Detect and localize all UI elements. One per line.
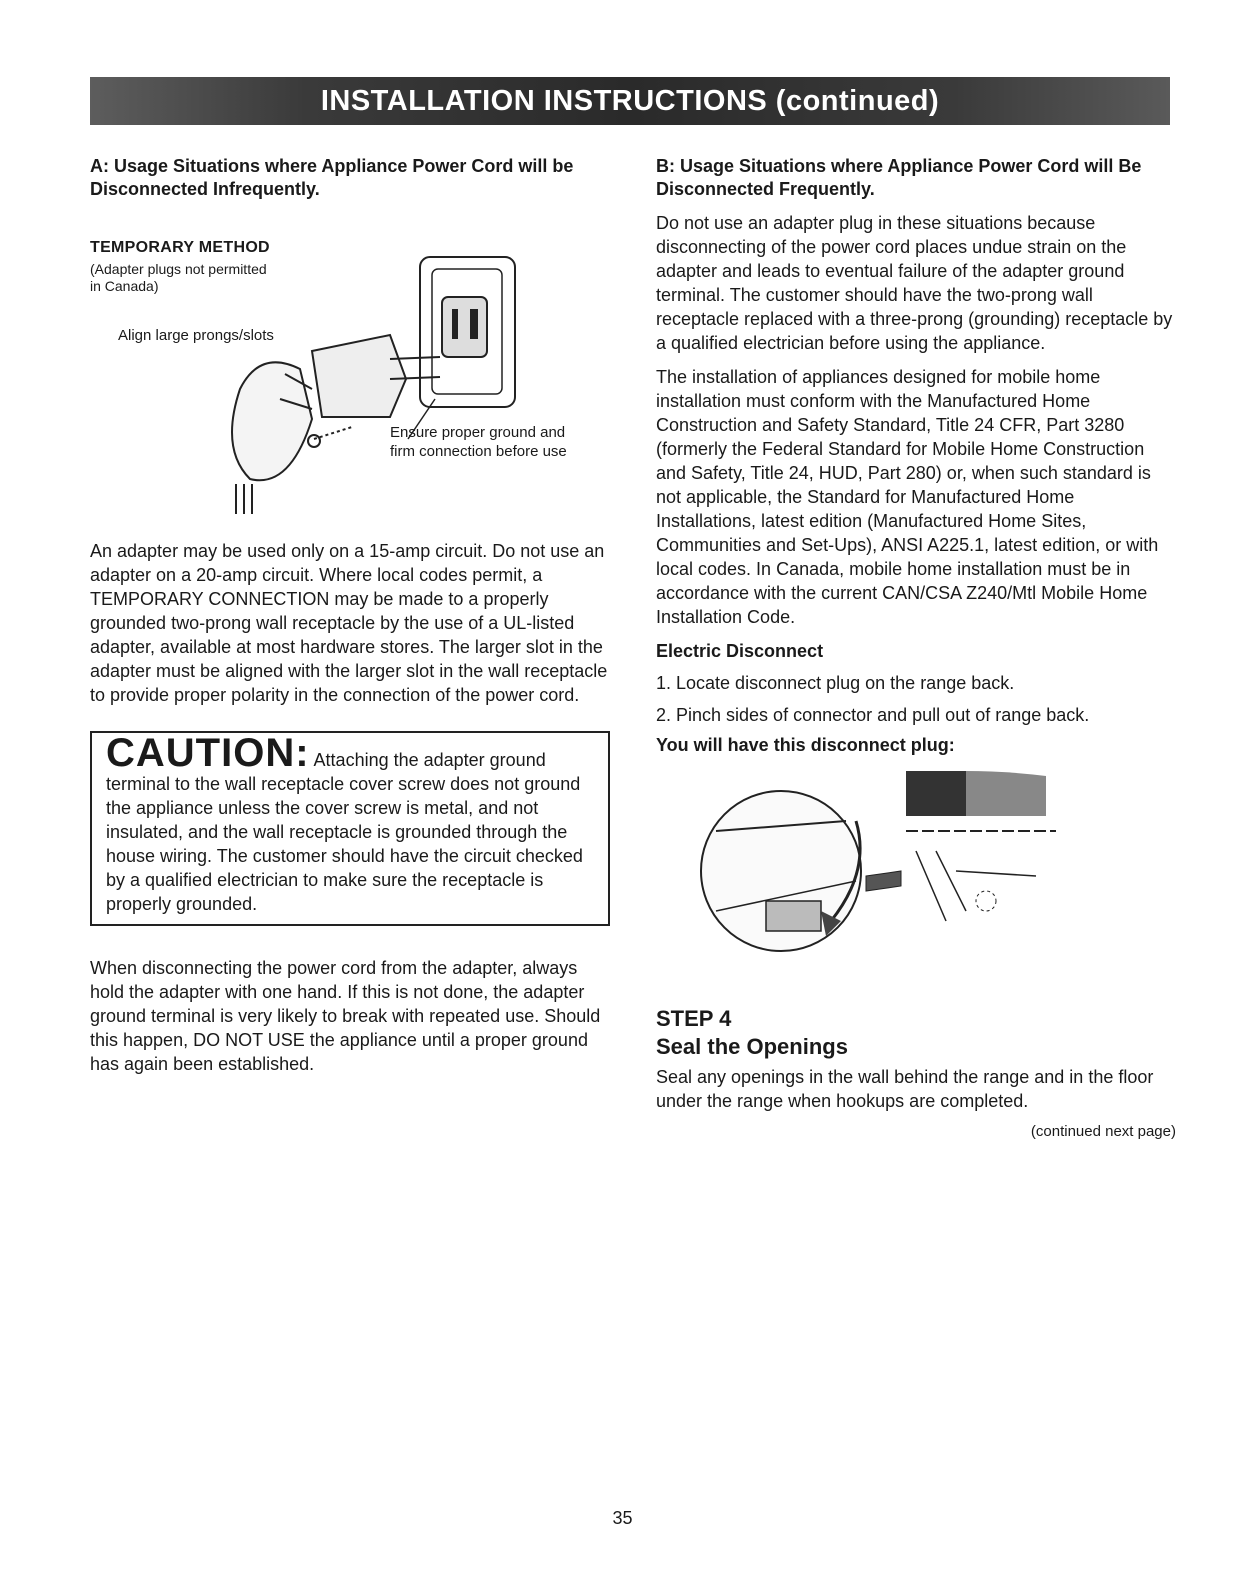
step-4-title: Seal the Openings — [656, 1034, 848, 1059]
section-banner — [90, 77, 1170, 125]
mobile-home-paragraph: The installation of appliances designed for mobile home installation must conform with the Manufactured Home Construction and Safety Standard, Title 24 CFR, Part 3280 (formerly the Federal Standard for Mobile Home Construction and Safety, Title 24, HUD, Part 280) or, when such standard is not applicable, the Standard for Manufactured Home Installations, latest edition (Manufactured Home Sites, Communities and Set-Ups), ANSI A225.1, latest edition, or with local codes. In Canada, mobile home installation must be in accordance with the current CAN/CSA Z240/Mtl Mobile Home Installation Code. — [656, 367, 1159, 627]
section-a-heading: A: Usage Situations where Appliance Power Cord will be Disconnected Infrequently. — [90, 156, 574, 199]
page-number: 35 — [612, 1508, 633, 1528]
banner-title: INSTALLATION INSTRUCTIONS (continued) — [320, 84, 940, 117]
plug-label: You will have this disconnect plug: — [656, 735, 955, 755]
section-b-heading: B: Usage Situations where Appliance Power Cord will Be Disconnected Frequently. — [656, 156, 1142, 199]
adapter-illustration — [90, 239, 610, 539]
frequent-disconnect-paragraph: Do not use an adapter plug in these situations because disconnecting of the power cord places undue strain on the adapter and leads to eventual failure of the adapter ground terminal. The customer should have the two-prong wall receptacle replaced with a three-prong (grounding) receptacle by a qualified electrician before using the appliance. — [656, 213, 1173, 353]
disconnect-plug-illustration — [656, 761, 1176, 991]
step-1: 1. Locate disconnect plug on the range back. — [656, 673, 1015, 693]
caution-text: Attaching the adapter ground terminal to the wall receptacle cover screw does not ground the appliance unless the cover screw is metal, and not insulated, and the wall receptacle is grounded through the house wiring. The customer should have the circuit checked by a qualified electrician to make sure the receptacle is properly grounded. — [106, 750, 583, 914]
adapter-paragraph: An adapter may be used only on a 15-amp circuit. Do not use an adapter on a 20-amp circuit. Where local codes permit, a TEMPORARY CONNECTION may be made to a properly grounded two-prong wall receptacle by the use of a UL-listed adapter, available at most hardware stores. The larger slot in the adapter must be aligned with the larger slot in the wall receptacle to provide proper polarity in the connection of the power cord. — [90, 541, 608, 705]
electric-disconnect-heading: Electric Disconnect — [656, 641, 824, 661]
continued-note: (continued next page) — [1030, 1123, 1176, 1140]
right-column — [656, 155, 1176, 1140]
step-2: 2. Pinch sides of connector and pull out of range back. — [656, 705, 1090, 725]
figure-note: (Adapter plugs not permitted in Canada) — [90, 261, 267, 294]
caution-box — [90, 731, 610, 926]
left-column — [90, 155, 610, 1076]
ground-label: Ensure proper ground and firm connection before use — [390, 424, 567, 460]
disconnect-paragraph: When disconnecting the power cord from the adapter, always hold the adapter with one hand. If this is not done, the adapter ground terminal is very likely to break with repeated use. Should this happen, DO NOT USE the appliance until a proper ground has again been established. — [90, 958, 601, 1074]
step-4-number: STEP 4 — [656, 1006, 732, 1031]
figure-title: TEMPORARY METHOD — [90, 239, 270, 256]
caution-word: CAUTION: — [106, 731, 310, 775]
disconnect-plug-drawing — [656, 761, 1176, 991]
align-label: Align large prongs/slots — [118, 327, 274, 344]
step-4-text: Seal any openings in the wall behind the range and in the floor under the range when hookups are completed. — [656, 1067, 1154, 1111]
